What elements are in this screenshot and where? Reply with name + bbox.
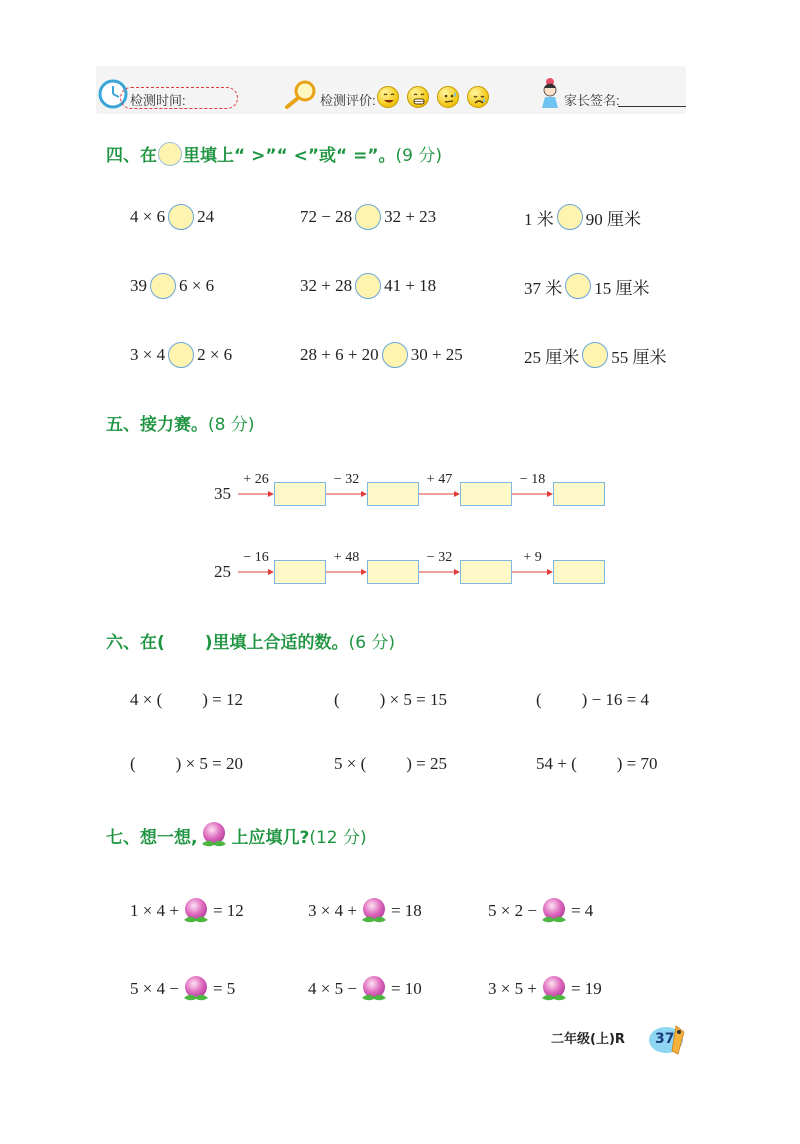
section-7-points: (12 分): [309, 827, 367, 848]
compare-left: 25 厘米: [524, 347, 580, 367]
relay-answer-box[interactable]: [274, 560, 326, 584]
compare-left: 37 米: [524, 278, 563, 298]
compare-item: [130, 204, 214, 230]
section-6-title: [106, 628, 395, 653]
compare-right: 90 厘米: [585, 209, 641, 229]
compare-answer-circle[interactable]: [565, 273, 591, 299]
peach-item: [130, 974, 235, 1004]
compare-left: 39: [130, 276, 147, 295]
compare-right: 32 + 23: [384, 207, 437, 226]
relay-arrow: [326, 568, 367, 576]
eval-label: 检测评价:: [320, 93, 376, 108]
fill-after: ) × 5 = 15: [379, 690, 448, 709]
compare-left: 1 米: [524, 209, 554, 229]
relay-start-number: 35: [214, 484, 231, 503]
compare-answer-circle[interactable]: [168, 204, 194, 230]
fill-before: 5 × (: [334, 754, 367, 773]
compare-left: 28 + 6 + 20: [300, 345, 379, 364]
relay-arrow: [326, 490, 367, 498]
girl-icon: [538, 76, 562, 110]
fill-item: [536, 754, 658, 774]
fill-before: 4 × (: [130, 690, 163, 709]
peach-after: = 4: [570, 901, 594, 920]
compare-left: 4 × 6: [130, 207, 166, 226]
fill-item: [130, 754, 243, 774]
peach-after: = 5: [212, 979, 236, 998]
compare-item: [130, 342, 232, 368]
page-number: 37: [655, 1031, 675, 1047]
relay-arrow: [238, 568, 274, 576]
section-6-title-prefix: 六、在(: [106, 633, 165, 653]
fill-item: [536, 690, 649, 710]
peach-item: [488, 896, 593, 926]
relay-arrow: [238, 490, 274, 498]
compare-right: 24: [197, 207, 215, 226]
compare-item: [130, 273, 214, 299]
fill-before: 54 + (: [536, 754, 577, 773]
compare-answer-circle[interactable]: [150, 273, 176, 299]
relay-operation: + 26: [243, 472, 269, 487]
compare-item: [524, 273, 650, 299]
compare-item: [300, 342, 463, 368]
fill-before: (: [536, 690, 542, 709]
peach-before: 5 × 4 −: [130, 979, 179, 998]
peach-after: = 10: [390, 979, 422, 998]
fill-after: ) = 12: [202, 690, 243, 709]
compare-answer-circle[interactable]: [355, 273, 381, 299]
relay-answer-box[interactable]: [274, 482, 326, 506]
fill-after: ) − 16 = 4: [581, 690, 650, 709]
section-7-title-prefix: 七、想一想,: [106, 827, 198, 848]
compare-answer-circle[interactable]: [168, 342, 194, 368]
peach-before: 3 × 5 +: [488, 979, 537, 998]
peach-before: 1 × 4 +: [130, 901, 179, 920]
compare-right: 15 厘米: [594, 278, 650, 298]
peach-icon[interactable]: [539, 896, 569, 926]
parent-sign-field[interactable]: [618, 106, 686, 107]
peach-icon[interactable]: [359, 896, 389, 926]
section-4-title-suffix: 里填上“ >”“ <”或“ =”。: [183, 146, 396, 166]
peach-icon[interactable]: [359, 974, 389, 1004]
compare-answer-circle[interactable]: [582, 342, 608, 368]
compare-right: 2 × 6: [197, 345, 233, 364]
circle-icon: [158, 142, 182, 166]
fill-after: ) = 70: [616, 754, 658, 773]
peach-after: = 12: [212, 901, 244, 920]
relay-operation: − 16: [243, 550, 269, 565]
fill-after: ) = 25: [406, 754, 447, 773]
compare-left: 3 × 4: [130, 345, 166, 364]
relay-arrow: [419, 490, 460, 498]
relay-answer-box[interactable]: [460, 482, 512, 506]
compare-answer-circle[interactable]: [557, 204, 583, 230]
relay-answer-box[interactable]: [367, 482, 419, 506]
fill-item: [334, 690, 447, 710]
fill-before: (: [334, 690, 340, 709]
smile-face-icon[interactable]: [377, 86, 399, 108]
relay-arrow: [512, 568, 553, 576]
relay-operation: − 32: [426, 550, 453, 565]
peach-after: = 18: [390, 901, 422, 920]
compare-item: [524, 342, 667, 368]
peach-before: 5 × 2 −: [488, 901, 537, 920]
peach-before: 4 × 5 −: [308, 979, 357, 998]
section-7-title: [106, 820, 367, 850]
time-label: 检测时间:: [130, 93, 186, 108]
relay-answer-box[interactable]: [460, 560, 512, 584]
sad-face-icon[interactable]: [467, 86, 489, 108]
relay-arrow: [419, 568, 460, 576]
peach-icon[interactable]: [181, 896, 211, 926]
compare-right: 6 × 6: [179, 276, 215, 295]
compare-left: 32 + 28: [300, 276, 353, 295]
compare-left: 72 − 28: [300, 207, 353, 226]
compare-item: [524, 204, 641, 230]
peach-item: [308, 974, 422, 1004]
fill-item: [334, 754, 447, 774]
section-6-title-suffix: )里填上合适的数。: [204, 633, 349, 653]
peach-item: [308, 896, 422, 926]
section-7-title-suffix: 上应填几?: [231, 827, 310, 848]
relay-operation: + 9: [523, 550, 542, 565]
relay-operation: + 48: [333, 550, 360, 565]
compare-item: [300, 273, 436, 299]
parent-sign-label: 家长签名:: [564, 93, 620, 108]
section-4-points: (9 分): [395, 146, 443, 166]
relay-arrow: [512, 490, 553, 498]
relay-answer-box[interactable]: [367, 560, 419, 584]
peach-item: [130, 896, 244, 926]
compare-right: 55 厘米: [611, 347, 667, 367]
peach-icon: [199, 820, 229, 850]
compare-item: [300, 204, 436, 230]
compare-answer-circle[interactable]: [382, 342, 408, 368]
grade-label: 二年级(上)R: [551, 1032, 625, 1047]
peach-icon[interactable]: [539, 974, 569, 1004]
fill-after: ) × 5 = 20: [175, 754, 244, 773]
relay-start-number: 25: [214, 562, 231, 581]
relay-operation: − 18: [519, 472, 546, 487]
peach-item: [488, 974, 602, 1004]
worried-face-icon[interactable]: [437, 86, 459, 108]
peach-after: = 19: [570, 979, 602, 998]
compare-right: 41 + 18: [384, 276, 437, 295]
grin-face-icon[interactable]: [407, 86, 429, 108]
section-5-points: (8 分): [208, 415, 255, 435]
section-4-title-prefix: 四、在: [106, 146, 157, 166]
section-6-points: (6 分): [348, 633, 396, 653]
section-5-title: [106, 410, 254, 435]
compare-right: 30 + 25: [410, 345, 463, 364]
relay-answer-box[interactable]: [553, 482, 605, 506]
relay-answer-box[interactable]: [553, 560, 605, 584]
fill-before: (: [130, 754, 136, 773]
magnifier-icon: [283, 80, 319, 110]
relay-operation: − 32: [333, 472, 360, 487]
section-4-title: [106, 141, 442, 166]
section-5-title-text: 五、接力赛。: [106, 415, 208, 435]
fill-item: [130, 690, 243, 710]
compare-answer-circle[interactable]: [355, 204, 381, 230]
peach-icon[interactable]: [181, 974, 211, 1004]
relay-operation: + 47: [426, 472, 453, 487]
peach-before: 3 × 4 +: [308, 901, 357, 920]
